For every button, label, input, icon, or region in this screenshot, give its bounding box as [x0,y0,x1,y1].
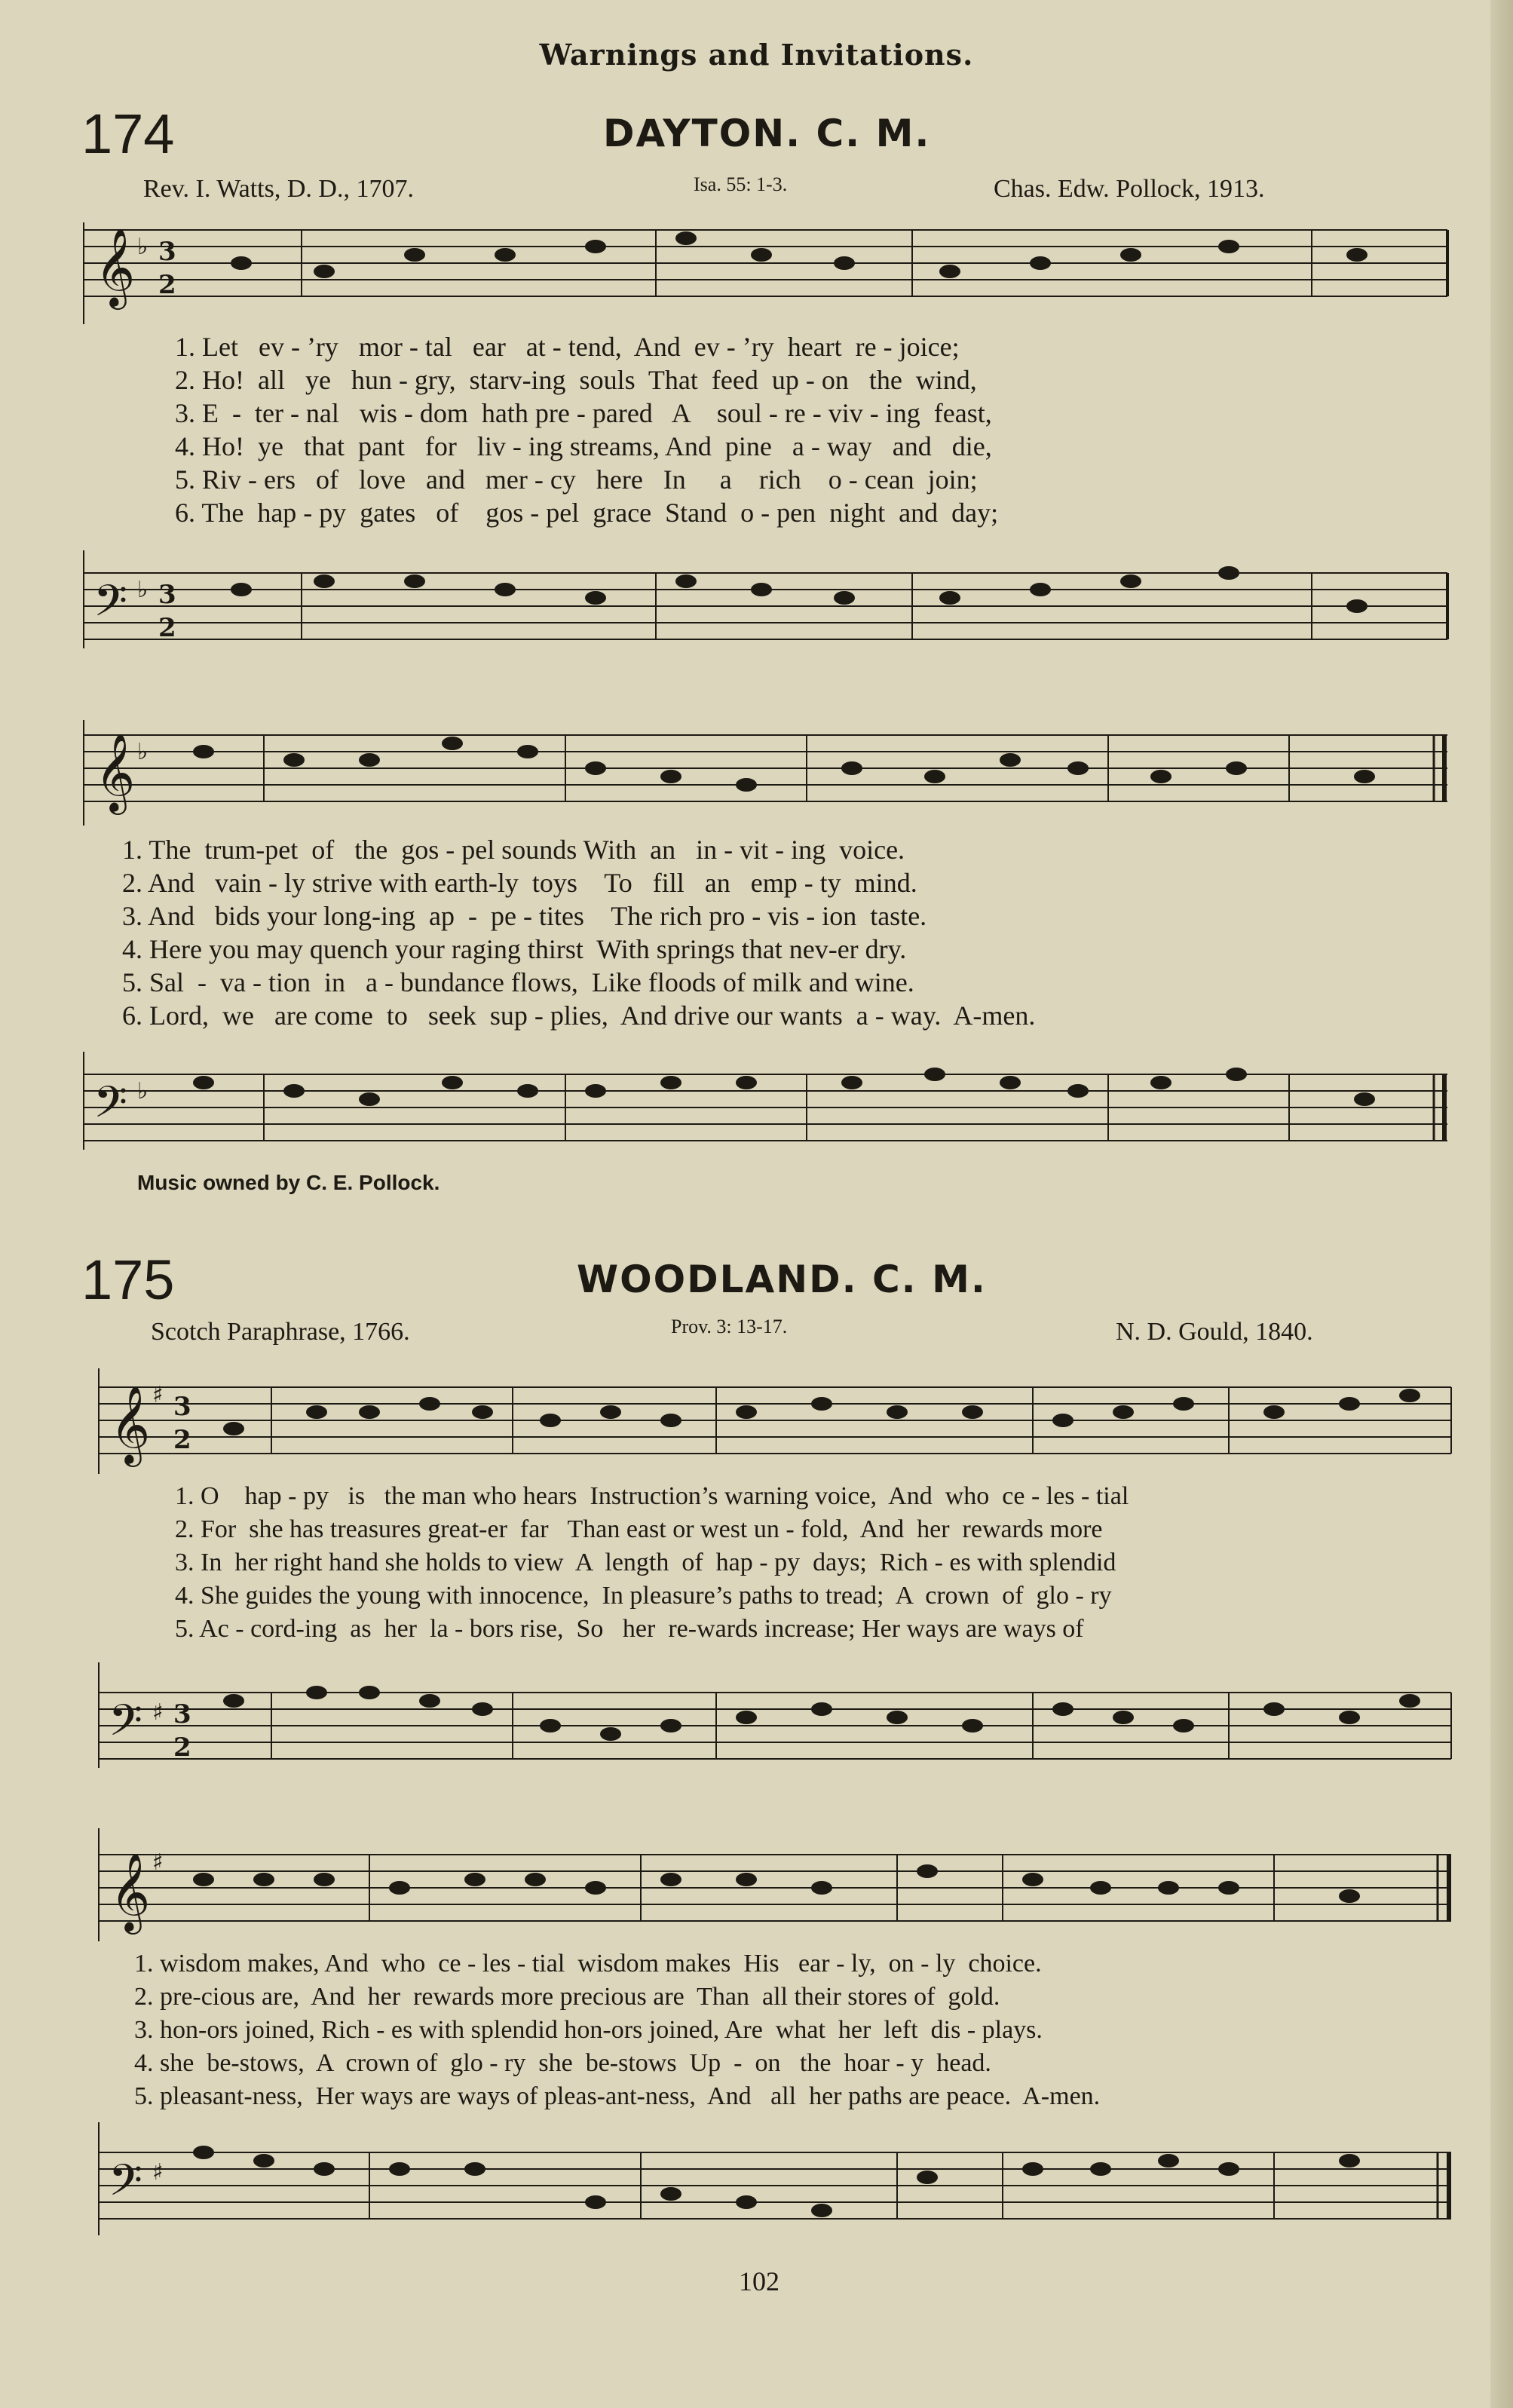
verse-line: 1. O hap - py is the man who hears Instruction’s warning voice, And who ce - les - tial [175,1482,1129,1510]
verse-line: 2. For she has treasures great-er far Than east or west un - fold, And her rewards more [175,1515,1103,1543]
svg-text:𝄞: 𝄞 [110,1852,151,1932]
svg-text:2: 2 [173,1732,191,1763]
hymn-175-verses-system-2 [134,1947,1100,2113]
svg-text:♯: ♯ [152,1699,164,1726]
hymn-number: 174 [81,103,175,165]
svg-text:3: 3 [158,580,176,610]
composer: Chas. Edw. Pollock, 1913. [994,175,1265,203]
hymn-number: 175 [81,1248,175,1311]
svg-text:𝄢: 𝄢 [93,1077,128,1138]
svg-text:3: 3 [173,1392,191,1422]
verse-line: 6. The hap - py gates of gos - pel grace Stand o - pen night and day; [175,498,999,528]
svg-text:♯: ♯ [152,1382,164,1408]
treble-staff [83,720,1455,826]
hymn-title: DAYTON. C. M. [603,112,931,155]
verse-line: 5. Riv - ers of love and mer - cy here In a rich o - cean join; [175,464,978,495]
bass-staff [83,1052,1455,1157]
text-author: Rev. I. Watts, D. D., 1707. [143,175,414,203]
verse-line: 6. Lord, we are come to seek sup - plies, And drive our wants a - way. A-men. [122,1000,1036,1031]
treble-staff [98,1368,1455,1474]
svg-text:2: 2 [158,270,176,300]
verse-line: 3. In her right hand she holds to view A length of hap - py days; Rich - es with splendid [175,1549,1116,1576]
verse-line: 2. Ho! all ye hun - gry, starv-ing souls That feed up - on the wind, [175,365,977,395]
scripture-reference: Isa. 55: 1-3. [694,173,788,195]
svg-text:𝄞: 𝄞 [95,733,136,812]
svg-text:3: 3 [173,1699,191,1729]
svg-text:3: 3 [158,237,176,267]
verse-line: 5. pleasant-ness, Her ways are ways of pleas-ant-ness, And all her paths are peace. A-men. [134,2082,1101,2110]
verse-line: 1. Let ev - ’ry mor - tal ear at - tend, And ev - ’ry heart re - joice; [175,332,960,362]
verse-line: 5. Sal - va - tion in a - bundance flows, Like floods of milk and wine. [122,967,914,997]
svg-text:♭: ♭ [137,739,149,765]
verse-line: 3. E - ter - nal wis - dom hath pre - pared A soul - re - viv - ing feast, [175,398,992,428]
svg-text:♯: ♯ [152,1849,164,1876]
composer: N. D. Gould, 1840. [1116,1318,1313,1346]
page-edge-shadow [1490,0,1513,2408]
svg-text:𝄢: 𝄢 [93,575,128,637]
verse-line: 2. pre-cious are, And her rewards more precious are Than all their stores of gold. [134,1983,1000,2011]
verse-line: 3. And bids your long-ing ap - pe - tites The rich pro - vis - ion taste. [122,901,927,931]
verse-line: 4. Ho! ye that pant for liv - ing streams, And pine a - way and die, [175,431,992,461]
svg-text:♭: ♭ [137,577,149,603]
svg-text:𝄞: 𝄞 [110,1385,151,1464]
svg-text:𝄢: 𝄢 [109,1695,143,1757]
verse-line: 2. And vain - ly strive with earth-ly toys To fill an emp - ty mind. [122,868,917,898]
svg-text:2: 2 [158,613,176,643]
section-heading: Warnings and Invitations. [539,38,974,72]
treble-staff [83,222,1455,324]
page-number: 102 [739,2266,779,2296]
verse-line: 5. Ac - cord-ing as her la - bors rise, So her re-wards increase; Her ways are ways of [175,1615,1084,1643]
verse-line: 1. The trum-pet of the gos - pel sounds With an in - vit - ing voice. [122,835,905,865]
svg-text:♭: ♭ [137,234,149,260]
svg-text:♯: ♯ [152,2159,164,2186]
music-ownership-note: Music owned by C. E. Pollock. [137,1171,440,1194]
verse-line: 4. She guides the young with innocence, In pleasure’s paths to tread; A crown of glo - ry [175,1582,1112,1610]
scripture-reference: Prov. 3: 13-17. [671,1316,788,1337]
bass-staff [83,550,1455,656]
treble-staff [98,1828,1455,1941]
svg-text:𝄢: 𝄢 [109,2155,143,2217]
hymn-174-verses-system-1 [175,330,998,529]
hymn-175-verses-system-1 [175,1480,1129,1646]
svg-text:𝄞: 𝄞 [95,228,136,307]
verse-line: 1. wisdom makes, And who ce - les - tial wisdom makes His ear - ly, on - ly choice. [134,1950,1042,1978]
bass-staff [98,2122,1455,2243]
text-author: Scotch Paraphrase, 1766. [151,1318,410,1346]
hymn-title: WOODLAND. C. M. [577,1258,987,1301]
svg-text:♭: ♭ [137,1078,149,1104]
verse-line: 3. hon-ors joined, Rich - es with splendid hon-ors joined, Are what her left dis - plays. [134,2016,1043,2044]
bass-staff [98,1662,1455,1775]
verse-line: 4. Here you may quench your raging thirst With springs that nev-er dry. [122,934,907,964]
svg-text:2: 2 [173,1425,191,1455]
verse-line: 4. she be-stows, A crown of glo - ry she be-stows Up - on the hoar - y head. [134,2049,991,2077]
hymn-174-verses-system-2 [122,833,1035,1032]
